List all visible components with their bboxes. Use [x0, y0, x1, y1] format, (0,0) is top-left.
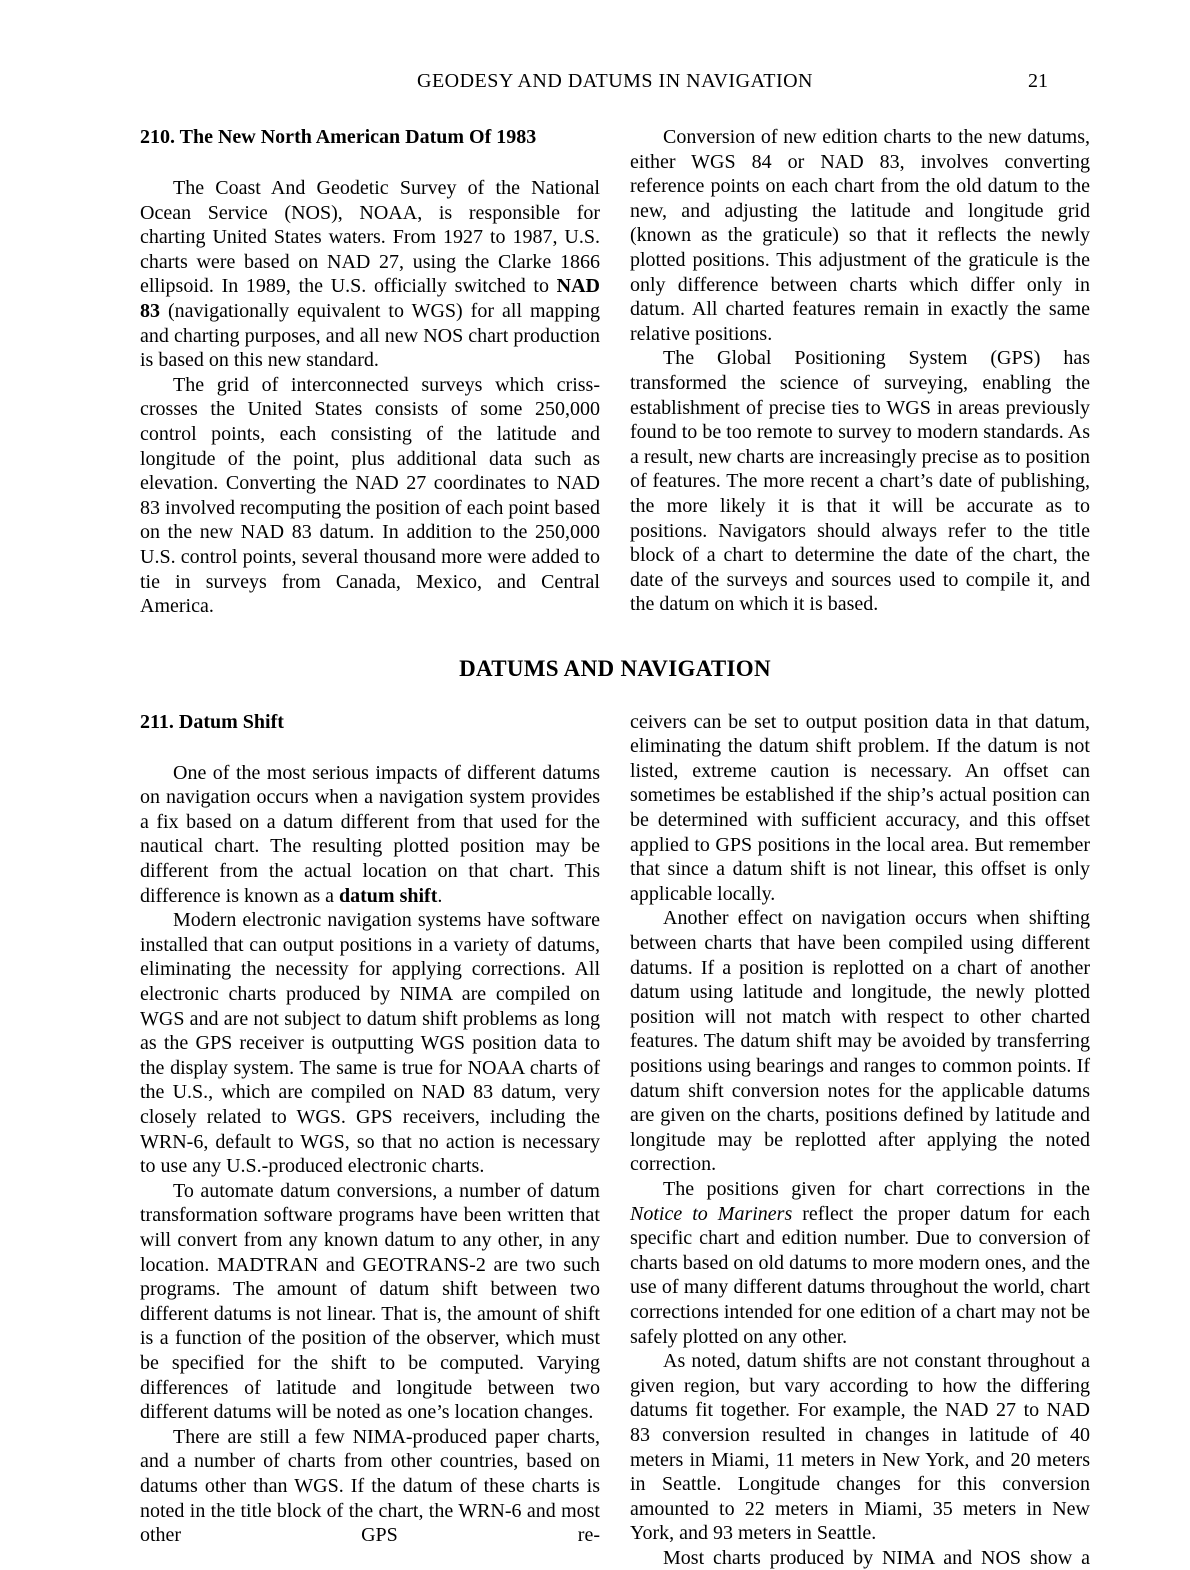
paragraph: One of the most serious impacts of different datums on navigation occurs when a navigation system provides a fix based on a datum different from that used for the nautical chart. The resulting plotted position may be different from the actual location on that chart. This difference is known as a datum shift. [140, 761, 600, 907]
running-head-title: GEODESY AND DATUMS IN NAVIGATION [417, 70, 813, 92]
section-211-right-column [630, 710, 1090, 1570]
section-210-heading: 210. The New North American Datum Of 1983 [140, 126, 537, 148]
paragraph: The Global Positioning System (GPS) has transformed the science of surveying, enabling the establishment of precise ties to WGS in areas previously found to be too remote to survey to modern standards. As a result, new charts are increasingly precise as to position of features. The more recent a chart’s date of publishing, the more likely it is that it will be accurate as to positions. Navigators should always refer to the title block of a chart to determine the date of the chart, the date of the surveys and sources used to compile it, and the datum on which it is based. [630, 347, 1090, 616]
paragraph: The positions given for chart corrections in the Notice to Mariners reflect the proper datum for each specific chart and edition number. Due to conversion of charts based on old datums to more modern ones, and the use of many different datums throughout the world, chart corrections intended for one edition of a chart may not be safely plotted on any other. [630, 1177, 1090, 1348]
paragraph: To automate datum conversions, a number of datum transformation software programs have been written that will convert from any known datum to any other, in any location. MADTRAN and GEOTRANS-2 are two such programs. The amount of datum shift between two different datums is not linear. That is, the amount of shift is a function of the position of the observer, which must be specified for the shift to be computed. Varying differences of latitude and longitude between two different datums will be noted as one’s location changes. [140, 1179, 600, 1424]
paragraph: The grid of interconnected surveys which criss-crosses the United States consists of some 250,000 control points, each consisting of the latitude and longitude of the point, plus additional data such as elevation. Converting the NAD 27 coordinates to NAD 83 involved recomputing the position of each point based on the new NAD 83 datum. In addition to the 250,000 U.S. control points, several thousand more were added to tie in surveys from Canada, Mexico, and Central America. [140, 373, 600, 618]
section-211-left-column [140, 710, 600, 1548]
page-number: 21 [1028, 70, 1048, 92]
running-head [140, 68, 1090, 94]
paragraph: There are still a few NIMA-produced paper charts, and a number of charts from other countries, based on datums other than WGS. If the datum of these charts is noted in the title block of the chart, the WRN-6 and most other GPS re- [140, 1425, 600, 1547]
section-210-right-text [630, 125, 1090, 617]
page-content [140, 0, 1090, 1570]
paragraph: ceivers can be set to output position data in that datum, eliminating the datum shift problem. If the datum is not listed, extreme caution is necessary. An offset can sometimes be established if the ship’s actual position can be determined with sufficient accuracy, and this offset applied to GPS positions in the local area. But remember that since a datum shift is not linear, this offset is only applicable locally. [630, 710, 1090, 905]
paragraph: Most charts produced by NIMA and NOS show a [663, 1546, 1090, 1569]
chapter-section-heading: DATUMS AND NAVIGATION [459, 655, 771, 681]
paragraph: As noted, datum shifts are not constant throughout a given region, but vary according to how the differing datums fit together. For example, the NAD 27 to NAD 83 conversion resulted in changes in latitude of 40 meters in Miami, 11 meters in New York, and 20 meters in Seattle. Longitude changes for this conversion amounted to 22 meters in Miami, 35 meters in New York, and 93 meters in Seattle. [630, 1350, 1090, 1545]
section-210-right-column [630, 125, 1090, 617]
paragraph: Modern electronic navigation systems have software installed that can output positions in a variety of datums, eliminating the necessity for applying corrections. All electronic charts produced by NIMA are compiled on WGS and are not subject to datum shift problems as long as the GPS receiver is outputting WGS position data to the display system. The same is true for NOAA charts of the U.S., which are compiled on NAD 83 datum, very closely related to WGS. GPS receivers, including the WRN-6, default to WGS, so that no action is necessary to use any U.S.-produced electronic charts. [140, 909, 600, 1178]
section-211-right-text [630, 710, 1090, 1570]
section-210 [140, 125, 1090, 619]
section-211-left-text [140, 761, 600, 1548]
paragraph: Another effect on navigation occurs when shifting between charts that have been compiled using different datums. If a position is replotted on a chart of another datum using latitude and longitude, the newly plotted position will not match with respect to other charted features. The datum shift may be avoided by transferring positions using bearings and ranges to common points. If datum shift conversion notes for the applicable datums are given on the charts, positions defined by latitude and longitude may be replotted after applying the noted correction. [630, 907, 1090, 1176]
section-210-left-text [140, 176, 600, 619]
paragraph: The Coast And Geodetic Survey of the National Ocean Service (NOS), NOAA, is responsible for charting United States waters. From 1927 to 1987, U.S. charts were based on NAD 27, using the Clarke 1866 ellipsoid. In 1989, the U.S. officially switched to NAD 83 (navigationally equivalent to WGS) for all mapping and charting purposes, and all new NOS chart production is based on this new standard. [140, 177, 600, 372]
section-211 [140, 710, 1090, 1570]
section-211-heading: 211. Datum Shift [140, 710, 284, 733]
paragraph: Conversion of new edition charts to the new datums, either WGS 84 or NAD 83, involves converting reference points on each chart from the old datum to the new, and adjusting the latitude and longitude grid (known as the graticule) so that it reflects the newly plotted positions. This adjustment of the graticule is the only difference between charts which differ only in datum. All charted features remain in exactly the same relative positions. [630, 126, 1090, 345]
section-210-left-column [140, 125, 600, 619]
